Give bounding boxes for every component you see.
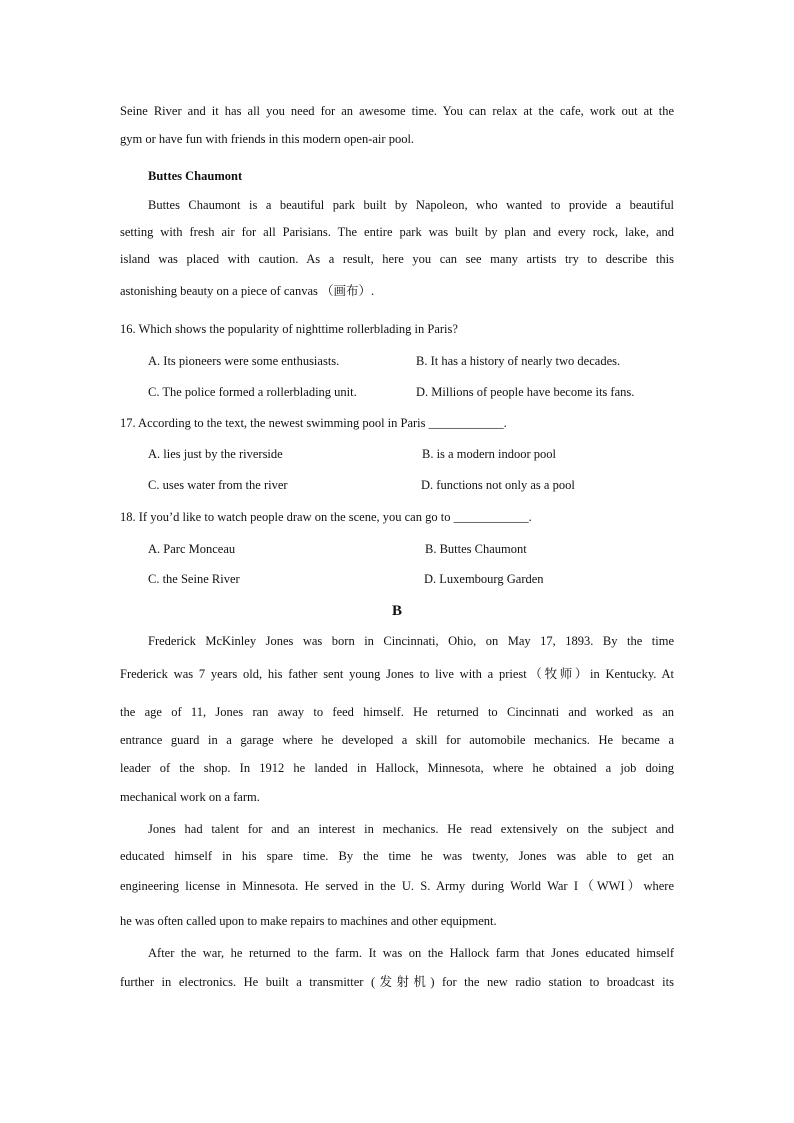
text-line: mechanical work on a farm. xyxy=(120,790,260,804)
option-b[interactable]: B. Buttes Chaumont xyxy=(425,542,527,556)
option-d[interactable]: D. Millions of people have become its fans. xyxy=(416,385,635,399)
text-line: Frederick was 7 years old, his father sent young Jones to live with a priest（牧师）in Kentucky. At xyxy=(120,667,674,681)
section-heading: Buttes Chaumont xyxy=(148,169,243,183)
question-stem: 18. If you’d like to watch people draw on the scene, you can go to ____________. xyxy=(120,510,532,524)
option-c[interactable]: C. The police formed a rollerblading unit. xyxy=(148,385,357,399)
section-label: B xyxy=(391,603,402,619)
text-line: Seine River and it has all you need for an awesome time. You can relax at the cafe, work out at the xyxy=(120,104,674,118)
option-d[interactable]: D. Luxembourg Garden xyxy=(424,572,544,586)
option-c[interactable]: C. uses water from the river xyxy=(148,478,288,492)
text-line: engineering license in Minnesota. He served in the U. S. Army during World War I（WWI）where xyxy=(120,879,674,893)
option-a[interactable]: A. Its pioneers were some enthusiasts. xyxy=(148,354,340,368)
text-line: Buttes Chaumont is a beautiful park built by Napoleon, who wanted to provide a beautiful xyxy=(148,198,674,212)
question-stem: 17. According to the text, the newest swimming pool in Paris ____________. xyxy=(120,416,507,430)
text-line: island was placed with caution. As a result, here you can see many artists try to describe this xyxy=(120,252,674,266)
option-b[interactable]: B. It has a history of nearly two decades. xyxy=(416,354,621,368)
text-line: After the war, he returned to the farm. It was on the Hallock farm that Jones educated himself xyxy=(148,946,674,960)
text-line: Jones had talent for and an interest in mechanics. He read extensively on the subject and xyxy=(148,822,674,836)
option-c[interactable]: C. the Seine River xyxy=(148,572,240,586)
text-line: Frederick McKinley Jones was born in Cincinnati, Ohio, on May 17, 1893. By the time xyxy=(148,634,674,648)
text-line: astonishing beauty on a piece of canvas （画布）. xyxy=(120,284,375,298)
text-line: the age of 11, Jones ran away to feed himself. He returned to Cincinnati and worked as an xyxy=(120,705,674,719)
text-line: leader of the shop. In 1912 he landed in Hallock, Minnesota, where he obtained a job doing xyxy=(120,761,674,775)
text-line: further in electronics. He built a transmitter (发射机) for the new radio station to broadcast its xyxy=(120,975,674,989)
option-d[interactable]: D. functions not only as a pool xyxy=(421,478,575,492)
text-line: setting with fresh air for all Parisians. The entire park was built by plan and every rock, lake, and xyxy=(120,225,674,239)
option-b[interactable]: B. is a modern indoor pool xyxy=(422,447,557,461)
option-a[interactable]: A. Parc Monceau xyxy=(148,542,236,556)
text-line: he was often called upon to make repairs to machines and other equipment. xyxy=(120,914,497,928)
question-stem: 16. Which shows the popularity of nighttime rollerblading in Paris? xyxy=(120,322,458,336)
option-a[interactable]: A. lies just by the riverside xyxy=(148,447,283,461)
text-line: gym or have fun with friends in this modern open-air pool. xyxy=(120,132,415,146)
text-line: educated himself in his spare time. By the time he was twenty, Jones was able to get an xyxy=(120,849,674,863)
text-line: entrance guard in a garage where he developed a skill for automobile mechanics. He became a xyxy=(120,733,674,747)
